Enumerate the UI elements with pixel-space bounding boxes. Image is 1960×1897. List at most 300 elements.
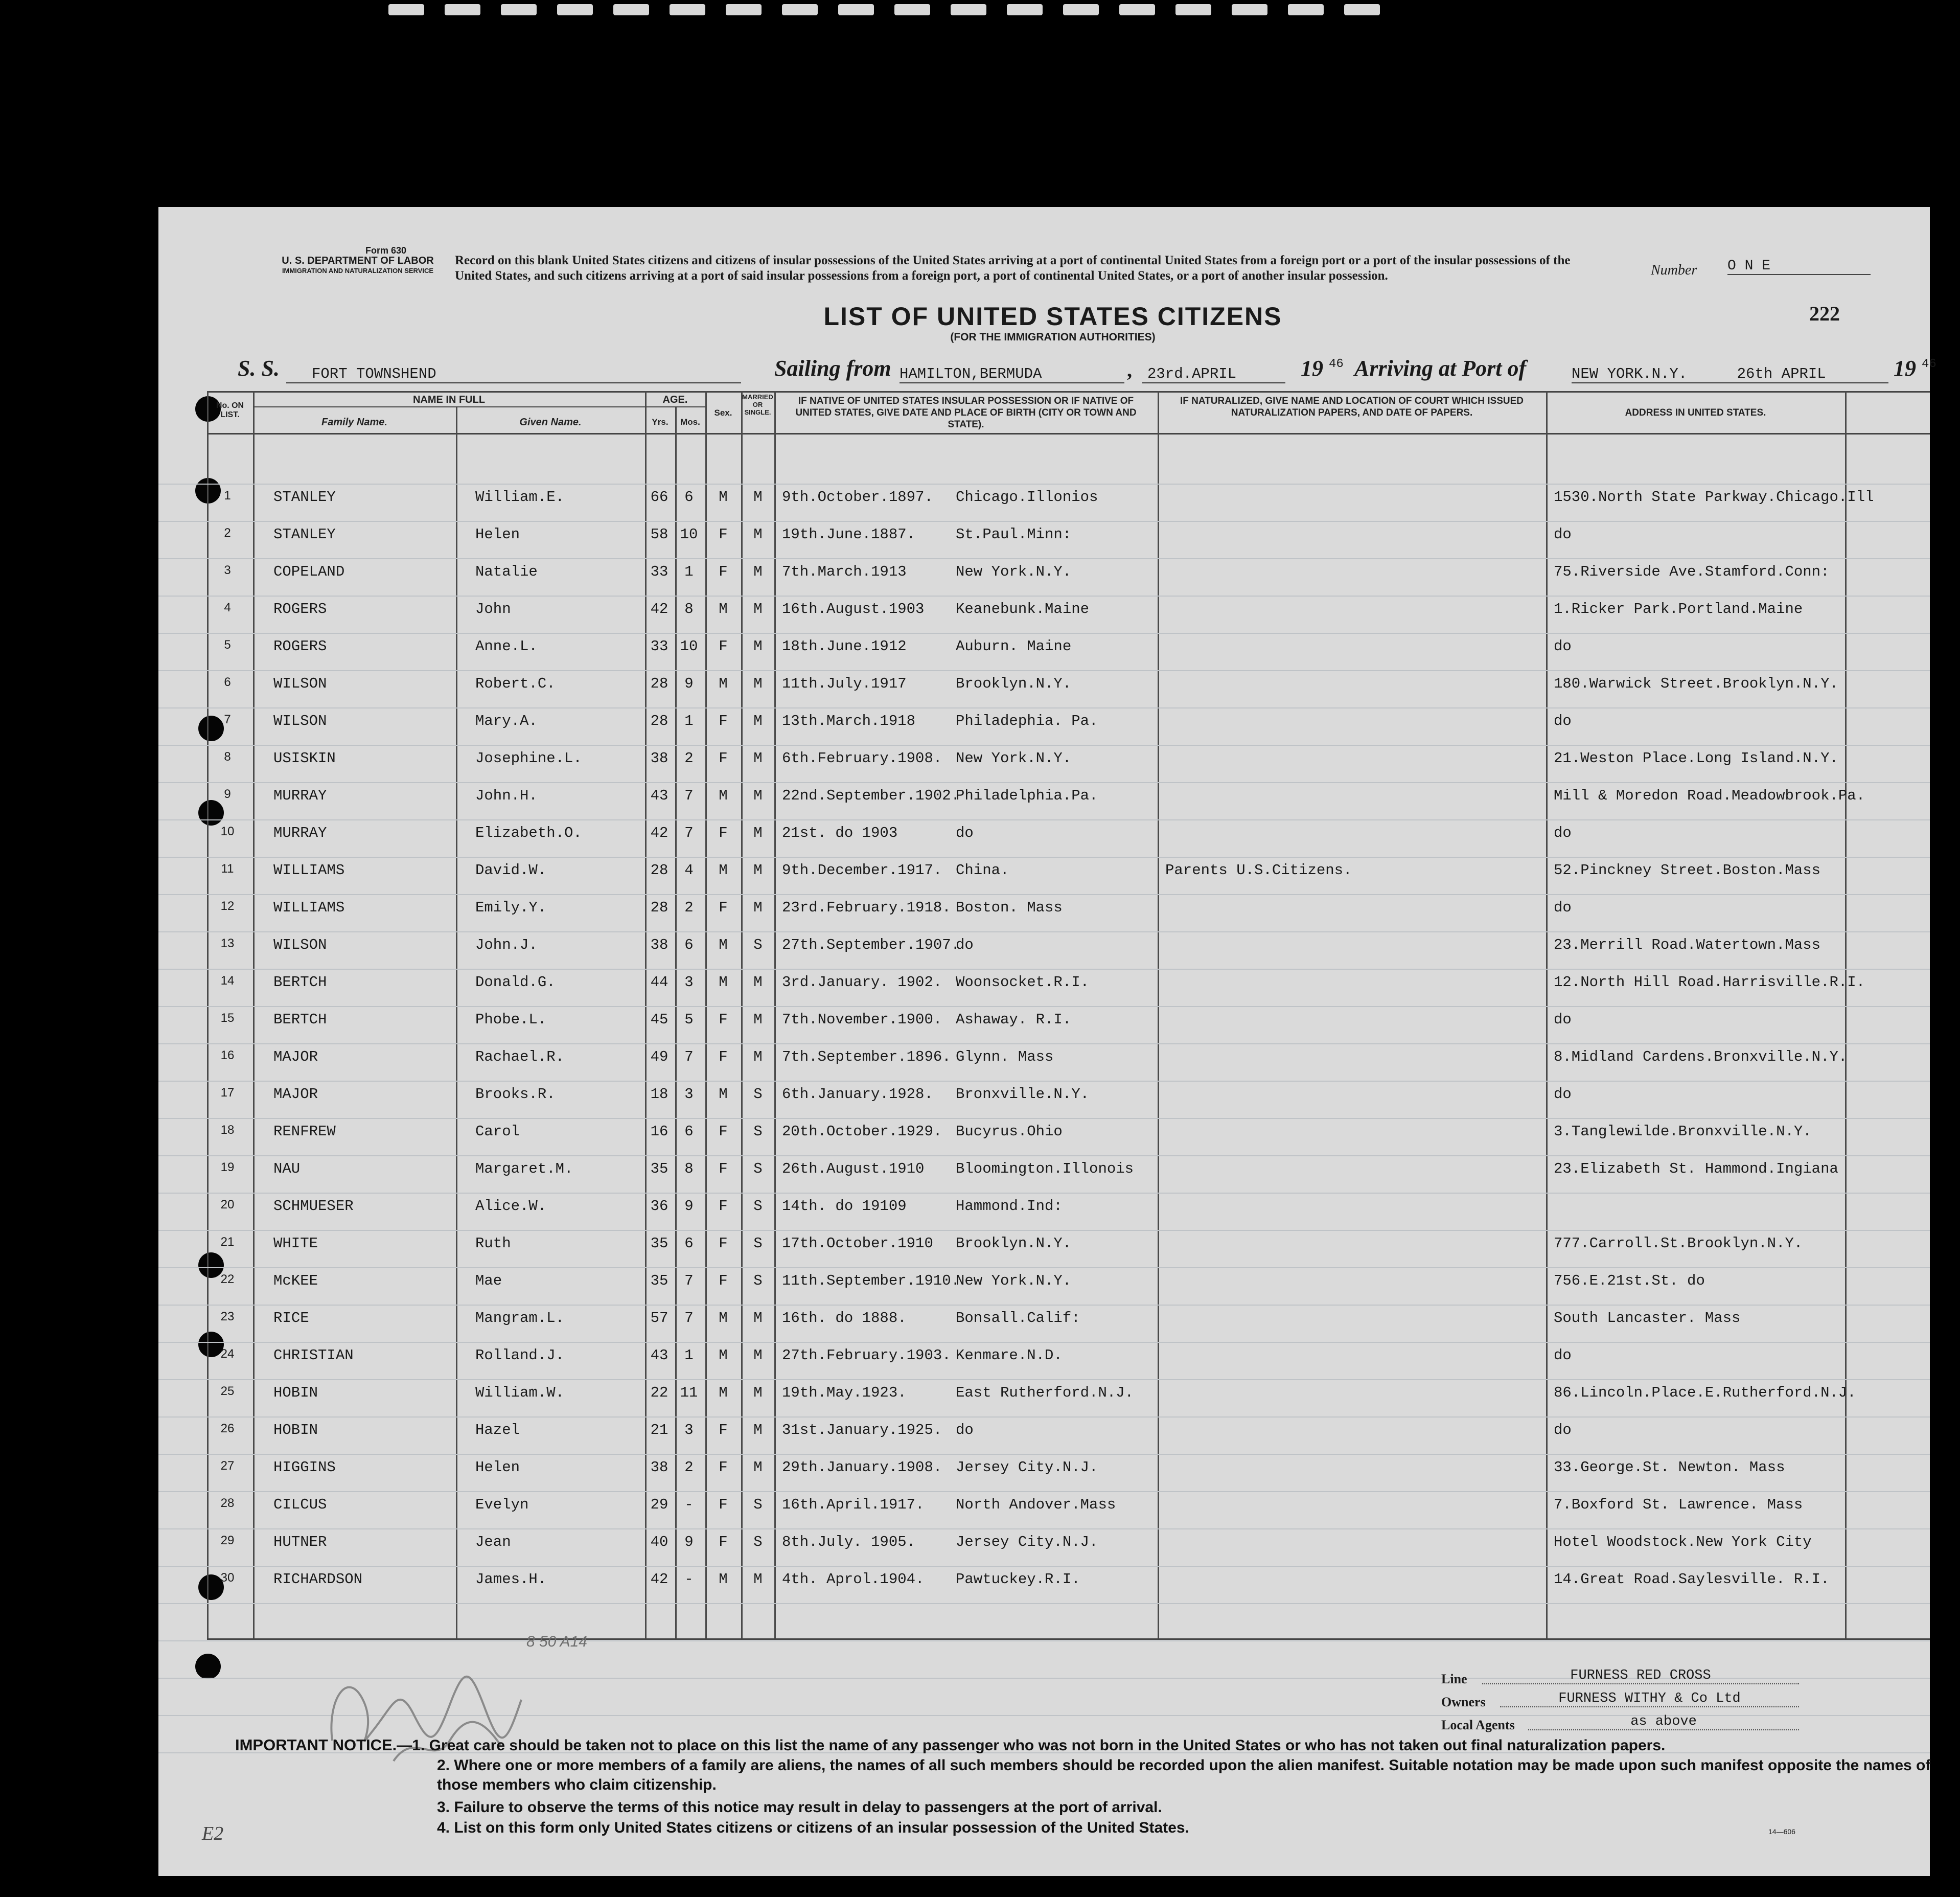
sex: F — [719, 1459, 728, 1476]
age-months: 2 — [684, 1459, 694, 1476]
age-years: 35 — [650, 1272, 668, 1289]
age-months: - — [684, 1571, 694, 1588]
birth-place: Keanebunk.Maine — [956, 601, 1090, 618]
marital-status: M — [753, 1011, 763, 1028]
address: 21.Weston Place.Long Island.N.Y. — [1554, 750, 1838, 767]
sailing-label: Sailing from — [774, 356, 891, 381]
age-years: 38 — [650, 1459, 668, 1476]
birth-date: 11th.July.1917 — [782, 675, 907, 692]
age-months: 1 — [684, 563, 694, 580]
row-number: 24 — [220, 1347, 235, 1361]
address: do — [1554, 1422, 1572, 1438]
address: do — [1554, 713, 1572, 729]
marital-status: M — [753, 1422, 763, 1438]
birth-place: Brooklyn.N.Y. — [956, 675, 1072, 692]
birth-date: 7th.September.1896. — [782, 1048, 951, 1065]
table-row — [158, 1534, 1930, 1554]
family-name: HOBIN — [273, 1384, 318, 1401]
given-name: Helen — [475, 526, 520, 543]
row-number: 5 — [224, 638, 231, 652]
age-months: 11 — [680, 1384, 698, 1401]
address: 23.Elizabeth St. Hammond.Ingiana — [1554, 1160, 1838, 1177]
birth-place: Bucyrus.Ohio — [956, 1123, 1063, 1140]
birth-date: 26th.August.1910 — [782, 1160, 925, 1177]
address: 7.Boxford St. Lawrence. Mass — [1554, 1496, 1803, 1513]
row-number: 26 — [220, 1422, 235, 1435]
address: 756.E.21st.St. do — [1554, 1272, 1705, 1289]
family-name: COPELAND — [273, 563, 345, 580]
table-row — [158, 1571, 1930, 1591]
birth-place: Bonsall.Calif: — [956, 1310, 1080, 1327]
birth-date: 11th.September.1910. — [782, 1272, 960, 1289]
family-name: STANLEY — [273, 489, 336, 506]
page-number: 222 — [1809, 302, 1840, 325]
department-name: U. S. DEPARTMENT OF LABOR — [282, 255, 434, 266]
table-row — [158, 1086, 1930, 1106]
table-row — [158, 1459, 1930, 1479]
age-years: 35 — [650, 1160, 668, 1177]
ruled-line — [158, 1230, 1930, 1231]
age-months: 3 — [684, 1422, 694, 1438]
marital-status: M — [753, 526, 763, 543]
marital-status: M — [753, 1459, 763, 1476]
table-row — [158, 1160, 1930, 1181]
birth-date: 27th.September.1907. — [782, 936, 960, 953]
marital-status: M — [753, 825, 763, 841]
age-months: 6 — [684, 1235, 694, 1252]
family-name: RENFREW — [273, 1123, 336, 1140]
table-row — [158, 1496, 1930, 1517]
ruled-line — [158, 1305, 1930, 1306]
table-row — [158, 787, 1930, 808]
table-row — [158, 675, 1930, 696]
age-years: 44 — [650, 974, 668, 991]
family-name: MAJOR — [273, 1086, 318, 1103]
table-row — [158, 1384, 1930, 1405]
birth-place: China. — [956, 862, 1009, 879]
ship-name: FORT TOWNSHEND — [286, 365, 741, 383]
family-name: WILSON — [273, 713, 327, 729]
line-label: Line — [1441, 1672, 1467, 1686]
family-name: SCHMUESER — [273, 1198, 354, 1215]
given-name: Mae — [475, 1272, 502, 1289]
birth-date: 17th.October.1910 — [782, 1235, 933, 1252]
birth-date: 16th.August.1903 — [782, 601, 925, 618]
ruled-line — [158, 1006, 1930, 1007]
birth-place: Brooklyn.N.Y. — [956, 1235, 1072, 1252]
age-months: 10 — [680, 638, 698, 655]
given-name: Natalie — [475, 563, 538, 580]
marital-status: M — [753, 1347, 763, 1364]
row-number: 4 — [224, 601, 231, 614]
marital-status: M — [753, 601, 763, 618]
birth-place: East Rutherford.N.J. — [956, 1384, 1134, 1401]
sex: F — [719, 1048, 728, 1065]
row-number: 29 — [220, 1534, 235, 1547]
marital-status: M — [753, 1384, 763, 1401]
birth-place: Ashaway. R.I. — [956, 1011, 1072, 1028]
given-name: Alice.W. — [475, 1198, 547, 1215]
age-months: 7 — [684, 787, 694, 804]
ruled-line — [158, 745, 1930, 746]
arrive-date: 26th APRIL — [1737, 365, 1826, 382]
form-code: 14—606 — [1768, 1827, 1795, 1836]
header-mos: Mos. — [680, 417, 700, 427]
ruled-line — [158, 1155, 1930, 1156]
given-name: Margaret.M. — [475, 1160, 573, 1177]
birth-date: 23rd.February.1918. — [782, 899, 951, 916]
comma-separator: , — [1127, 358, 1132, 381]
ruled-line — [158, 1603, 1930, 1604]
sex: M — [719, 675, 728, 692]
ruled-line — [158, 1118, 1930, 1119]
age-months: 10 — [680, 526, 698, 543]
row-number: 19 — [220, 1160, 235, 1174]
ruled-line — [158, 819, 1930, 820]
table-row — [158, 563, 1930, 584]
age-months: 7 — [684, 1048, 694, 1065]
birth-date: 16th.April.1917. — [782, 1496, 925, 1513]
family-name: CHRISTIAN — [273, 1347, 354, 1364]
sex: M — [719, 862, 728, 879]
row-number: 18 — [220, 1123, 235, 1137]
given-name: John.H. — [475, 787, 538, 804]
age-months: 9 — [684, 675, 694, 692]
age-years: 49 — [650, 1048, 668, 1065]
ruled-line — [158, 1491, 1930, 1492]
given-name: Robert.C. — [475, 675, 556, 692]
header-naturalized: IF NATURALIZED, GIVE NAME AND LOCATION OF COURT WHICH ISSUED NATURALIZATION PAPERS, AND DATE OF PAPERS. — [1180, 396, 1524, 418]
given-name: Anne.L. — [475, 638, 538, 655]
notice-title: IMPORTANT NOTICE. — [235, 1736, 397, 1754]
row-number: 16 — [220, 1048, 235, 1062]
corner-mark: E2 — [202, 1823, 224, 1844]
row-number: 15 — [220, 1011, 235, 1025]
birth-date: 7th.March.1913 — [782, 563, 907, 580]
birth-date: 16th. do 1888. — [782, 1310, 907, 1327]
marital-status: M — [753, 1571, 763, 1588]
header-sex: Sex. — [714, 408, 732, 418]
ruled-line — [158, 782, 1930, 783]
marital-status: S — [753, 1534, 763, 1550]
birth-date: 3rd.January. 1902. — [782, 974, 942, 991]
ruled-line — [158, 1193, 1930, 1194]
ruled-line — [158, 969, 1930, 970]
ruled-line — [158, 1416, 1930, 1418]
birth-place: Bloomington.Illonois — [956, 1160, 1134, 1177]
row-number: 28 — [220, 1496, 235, 1510]
address: 86.Lincoln.Place.E.Rutherford.N.J. — [1554, 1384, 1856, 1401]
age-years: 28 — [650, 713, 668, 729]
age-years: 18 — [650, 1086, 668, 1103]
row-number: 23 — [220, 1310, 235, 1323]
birth-date: 6th.January.1928. — [782, 1086, 933, 1103]
age-years: 42 — [650, 1571, 668, 1588]
age-years: 33 — [650, 638, 668, 655]
birth-date: 18th.June.1912 — [782, 638, 907, 655]
marital-status: M — [753, 899, 763, 916]
ruled-line — [158, 633, 1930, 634]
age-months: 9 — [684, 1534, 694, 1550]
age-months: 7 — [684, 825, 694, 841]
address: 777.Carroll.St.Brooklyn.N.Y. — [1554, 1235, 1803, 1252]
table-row — [158, 862, 1930, 882]
header-yrs: Yrs. — [652, 417, 668, 427]
birth-place: do — [956, 936, 974, 953]
given-name: William.W. — [475, 1384, 565, 1401]
family-name: HIGGINS — [273, 1459, 336, 1476]
age-months: 6 — [684, 489, 694, 506]
marital-status: S — [753, 1123, 763, 1140]
age-months: 2 — [684, 750, 694, 767]
given-name: Elizabeth.O. — [475, 825, 582, 841]
birth-place: Chicago.Illonios — [956, 489, 1098, 506]
owners-label: Owners — [1441, 1695, 1486, 1709]
sex: M — [719, 936, 728, 953]
age-years: 35 — [650, 1235, 668, 1252]
birth-date: 6th.February.1908. — [782, 750, 942, 767]
ss-label: S. S. — [238, 356, 280, 381]
birth-place: Woonsocket.R.I. — [956, 974, 1090, 991]
birth-place: New York.N.Y. — [956, 1272, 1072, 1289]
age-years: 38 — [650, 750, 668, 767]
marital-status: M — [753, 750, 763, 767]
age-years: 28 — [650, 899, 668, 916]
row-number: 14 — [220, 974, 235, 988]
row-number: 11 — [221, 862, 234, 876]
given-name: Rolland.J. — [475, 1347, 565, 1364]
sex: M — [719, 1384, 728, 1401]
given-name: Mangram.L. — [475, 1310, 565, 1327]
sex: F — [719, 899, 728, 916]
ruled-line — [158, 931, 1930, 932]
film-edge-strip — [388, 0, 1768, 20]
ruled-line — [158, 596, 1930, 597]
address: 1.Ricker Park.Portland.Maine — [1554, 601, 1803, 618]
birth-date: 20th.October.1929. — [782, 1123, 942, 1140]
family-name: MURRAY — [273, 825, 327, 841]
voyage-line — [238, 355, 1936, 382]
given-name: William.E. — [475, 489, 565, 506]
given-name: Emily.Y. — [475, 899, 547, 916]
birth-place: Pawtuckey.R.I. — [956, 1571, 1080, 1588]
address: do — [1554, 638, 1572, 655]
marital-status: M — [753, 638, 763, 655]
table-row — [158, 1272, 1930, 1293]
age-months: 1 — [684, 713, 694, 729]
ruled-line — [158, 857, 1930, 858]
ruled-line — [158, 558, 1930, 559]
age-years: 66 — [650, 489, 668, 506]
table-row — [158, 713, 1930, 733]
family-name: WILSON — [273, 675, 327, 692]
age-years: 43 — [650, 1347, 668, 1364]
row-number: 21 — [220, 1235, 235, 1249]
birth-place: Kenmare.N.D. — [956, 1347, 1063, 1364]
given-name: Carol — [475, 1123, 520, 1140]
age-months: - — [684, 1496, 694, 1513]
family-name: NAU — [273, 1160, 301, 1177]
sex: F — [719, 563, 728, 580]
ruled-line — [158, 1043, 1930, 1044]
birth-date: 29th.January.1908. — [782, 1459, 942, 1476]
given-name: Phobe.L. — [475, 1011, 547, 1028]
ruled-line — [158, 484, 1930, 485]
sex: M — [719, 1086, 728, 1103]
sex: M — [719, 489, 728, 506]
given-name: Mary.A. — [475, 713, 538, 729]
table-row — [158, 1048, 1930, 1069]
address: Hotel Woodstock.New York City — [1554, 1534, 1812, 1550]
marital-status: S — [753, 1272, 763, 1289]
ruled-line — [158, 1379, 1930, 1380]
row-number: 22 — [220, 1272, 235, 1286]
sex: F — [719, 1422, 728, 1438]
address: 12.North Hill Road.Harrisville.R.I. — [1554, 974, 1865, 991]
age-years: 58 — [650, 526, 668, 543]
age-years: 38 — [650, 936, 668, 953]
given-name: Jean — [475, 1534, 511, 1550]
birth-date: 9th.October.1897. — [782, 489, 933, 506]
arrive-year-prefix: 19 — [1894, 356, 1916, 381]
age-years: 16 — [650, 1123, 668, 1140]
form-number: Form 630 — [365, 245, 407, 256]
table-row — [158, 1422, 1930, 1442]
header-married-single: MARRIED OR SINGLE. — [742, 393, 773, 416]
arrive-year: 46 — [1922, 357, 1936, 371]
birth-date: 9th.December.1917. — [782, 862, 942, 879]
header-address: ADDRESS IN UNITED STATES. — [1625, 407, 1766, 418]
age-years: 21 — [650, 1422, 668, 1438]
birth-date: 19th.May.1923. — [782, 1384, 907, 1401]
ruled-line — [158, 1081, 1930, 1082]
given-name: Josephine.L. — [475, 750, 582, 767]
sex: F — [719, 1011, 728, 1028]
birth-date: 14th. do 19109 — [782, 1198, 907, 1215]
notice-item-4: 4. List on this form only United States citizens or citizens of an insular possession of the United States. — [437, 1819, 1189, 1836]
row-number: 17 — [220, 1086, 235, 1100]
address: do — [1554, 899, 1572, 916]
age-months: 3 — [684, 974, 694, 991]
address: 180.Warwick Street.Brooklyn.N.Y. — [1554, 675, 1838, 692]
header-name-in-full: NAME IN FULL — [412, 394, 486, 405]
table-row — [158, 489, 1930, 509]
age-years: 28 — [650, 862, 668, 879]
ruled-line — [158, 1566, 1930, 1567]
marital-status: S — [753, 1496, 763, 1513]
sex: F — [719, 1198, 728, 1215]
family-name: WILLIAMS — [273, 899, 345, 916]
row-number: 25 — [220, 1384, 235, 1398]
address: do — [1554, 1011, 1572, 1028]
birth-place: Hammond.Ind: — [956, 1198, 1063, 1215]
table-row — [158, 1123, 1930, 1144]
address: 33.George.St. Newton. Mass — [1554, 1459, 1785, 1476]
family-name: USISKIN — [273, 750, 336, 767]
sex: F — [719, 713, 728, 729]
birth-date: 31st.January.1925. — [782, 1422, 942, 1438]
birth-date: 13th.March.1918 — [782, 713, 916, 729]
birth-date: 22nd.September.1902. — [782, 787, 960, 804]
birth-place: Bronxville.N.Y. — [956, 1086, 1090, 1103]
birth-place: Jersey City.N.J. — [956, 1534, 1098, 1550]
sex: F — [719, 1160, 728, 1177]
header-age: AGE. — [662, 394, 688, 405]
table-row — [158, 1347, 1930, 1367]
ruled-line — [158, 1342, 1930, 1343]
signature-stamp: 8 50 A14 — [526, 1633, 587, 1650]
age-months: 8 — [684, 601, 694, 618]
birth-place: do — [956, 1422, 974, 1438]
age-years: 33 — [650, 563, 668, 580]
family-name: MAJOR — [273, 1048, 318, 1065]
family-name: BERTCH — [273, 1011, 327, 1028]
given-name: Hazel — [475, 1422, 520, 1438]
birth-date: 21st. do 1903 — [782, 825, 898, 841]
address: 14.Great Road.Saylesville. R.I. — [1554, 1571, 1830, 1588]
ruled-line — [158, 521, 1930, 522]
ruled-line — [158, 670, 1930, 671]
birth-date: 19th.June.1887. — [782, 526, 916, 543]
address: South Lancaster. Mass — [1554, 1310, 1741, 1327]
sex: M — [719, 601, 728, 618]
given-name: Brooks.R. — [475, 1086, 556, 1103]
given-name: James.H. — [475, 1571, 547, 1588]
naturalization: Parents U.S.Citizens. — [1165, 862, 1352, 879]
family-name: HUTNER — [273, 1534, 327, 1550]
age-years: 36 — [650, 1198, 668, 1215]
page-title: LIST OF UNITED STATES CITIZENS — [823, 302, 1282, 331]
row-number: 1 — [224, 489, 231, 502]
sex: M — [719, 787, 728, 804]
birth-date: 8th.July. 1905. — [782, 1534, 916, 1550]
sex: F — [719, 1123, 728, 1140]
sex: F — [719, 526, 728, 543]
row-number: 3 — [224, 563, 231, 577]
marital-status: M — [753, 974, 763, 991]
marital-status: S — [753, 1198, 763, 1215]
given-name: John.J. — [475, 936, 538, 953]
given-name: Donald.G. — [475, 974, 556, 991]
birth-place: do — [956, 825, 974, 841]
marital-status: M — [753, 713, 763, 729]
marital-status: M — [753, 489, 763, 506]
family-name: STANLEY — [273, 526, 336, 543]
ruled-line — [158, 707, 1930, 708]
address: do — [1554, 1086, 1572, 1103]
from-port: HAMILTON,BERMUDA — [900, 365, 1124, 383]
sex: F — [719, 1496, 728, 1513]
row-number: 12 — [220, 899, 235, 913]
sail-year-prefix: 19 — [1301, 356, 1323, 381]
age-months: 8 — [684, 1160, 694, 1177]
birth-place: Philadelphia.Pa. — [956, 787, 1098, 804]
family-name: ROGERS — [273, 601, 327, 618]
arriving-label: Arriving at Port of — [1354, 356, 1527, 381]
age-years: 22 — [650, 1384, 668, 1401]
line-value: FURNESS RED CROSS — [1482, 1668, 1799, 1684]
marital-status: M — [753, 563, 763, 580]
birth-date: 7th.November.1900. — [782, 1011, 942, 1028]
address: 3.Tanglewilde.Bronxville.N.Y. — [1554, 1123, 1812, 1140]
header-no: No. ON LIST. — [216, 401, 244, 419]
sex: M — [719, 974, 728, 991]
row-number: 7 — [224, 713, 231, 726]
notice-item-1 — [235, 1735, 1768, 1755]
row-number: 13 — [220, 936, 235, 950]
age-years: 45 — [650, 1011, 668, 1028]
sex: F — [719, 1534, 728, 1550]
